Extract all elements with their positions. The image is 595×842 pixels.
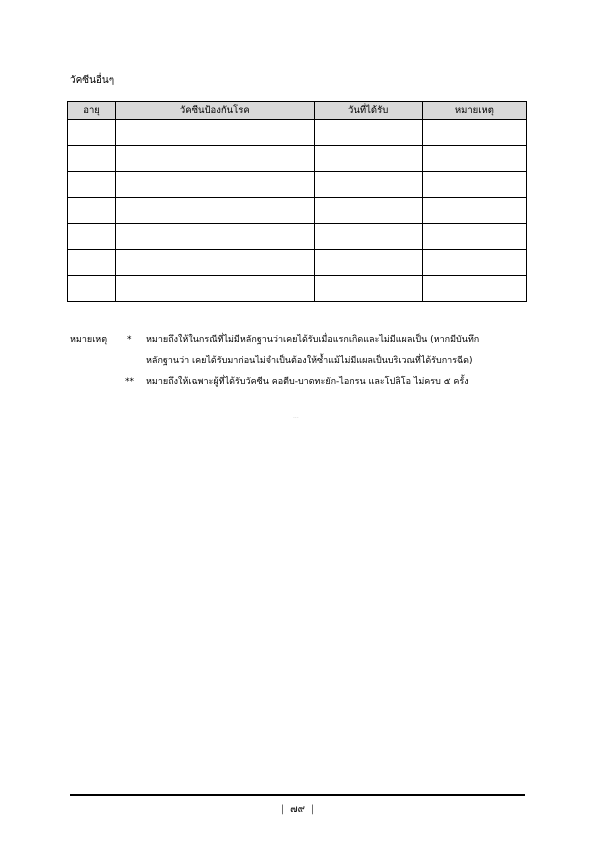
cell-date[interactable]	[314, 146, 422, 172]
cell-remarks[interactable]	[422, 250, 526, 276]
other-vaccines-table	[67, 101, 527, 302]
cell-vaccine[interactable]	[116, 198, 314, 224]
cell-remarks[interactable]	[422, 120, 526, 146]
footnote-marker-single: *	[127, 335, 132, 345]
cell-age[interactable]	[68, 224, 116, 250]
cell-vaccine[interactable]	[116, 224, 314, 250]
cell-date[interactable]	[314, 120, 422, 146]
cell-vaccine[interactable]	[116, 172, 314, 198]
header-date-received: วันที่ได้รับ	[314, 102, 422, 120]
cell-date[interactable]	[314, 224, 422, 250]
table-header-row	[68, 102, 527, 120]
header-vaccine: วัคซีนป้องกันโรค	[116, 102, 314, 120]
footnote-marker-double: **	[125, 377, 134, 387]
table-row	[68, 224, 527, 250]
footnote-single-line2: หลักฐานว่า เคยได้รับมาก่อนไม่จำเป็นต้องให้ซ้ำแม้ไม่มีแผลเป็นบริเวณที่ได้รับการฉีด)	[146, 356, 473, 366]
cell-remarks[interactable]	[422, 198, 526, 224]
page-number: ๗๙	[290, 804, 305, 815]
table-row	[68, 146, 527, 172]
cell-age[interactable]	[68, 276, 116, 302]
table-row	[68, 250, 527, 276]
table-row	[68, 120, 527, 146]
cell-vaccine[interactable]	[116, 250, 314, 276]
table-row	[68, 276, 527, 302]
cell-age[interactable]	[68, 250, 116, 276]
footnote-double-text: หมายถึงให้เฉพาะผู้ที่ได้รับวัคซีน คอตีบ-บาดทะยัก-ไอกรน และโปลิโอ ไม่ครบ ๕ ครั้ง	[146, 377, 469, 387]
cell-date[interactable]	[314, 250, 422, 276]
cell-remarks[interactable]	[422, 172, 526, 198]
cell-age[interactable]	[68, 198, 116, 224]
footnote-single-line1: หมายถึงให้ในกรณีที่ไม่มีหลักฐานว่าเคยได้รับเมื่อแรกเกิดและไม่มีแผลเป็น (หากมีบันทึก	[146, 335, 480, 345]
cell-remarks[interactable]	[422, 276, 526, 302]
cell-remarks[interactable]	[422, 146, 526, 172]
header-age: อายุ	[68, 102, 116, 120]
cell-age[interactable]	[68, 172, 116, 198]
cell-date[interactable]	[314, 198, 422, 224]
header-remarks: หมายเหตุ	[422, 102, 526, 120]
remarks-heading: หมายเหตุ	[70, 335, 108, 345]
table-row	[68, 198, 527, 224]
cell-date[interactable]	[314, 172, 422, 198]
page-number-footer	[0, 802, 595, 817]
page-number-right-bar: |	[310, 804, 315, 815]
cell-date[interactable]	[314, 276, 422, 302]
page-number-left-bar: |	[280, 804, 285, 815]
cell-age[interactable]	[68, 146, 116, 172]
cell-age[interactable]	[68, 120, 116, 146]
cell-vaccine[interactable]	[116, 276, 314, 302]
cell-remarks[interactable]	[422, 224, 526, 250]
footer-divider	[70, 794, 525, 796]
cell-vaccine[interactable]	[116, 146, 314, 172]
table-row	[68, 172, 527, 198]
cell-vaccine[interactable]	[116, 120, 314, 146]
section-title: วัคซีนอื่นๆ	[70, 75, 115, 86]
faint-artifact: ···	[293, 415, 299, 422]
